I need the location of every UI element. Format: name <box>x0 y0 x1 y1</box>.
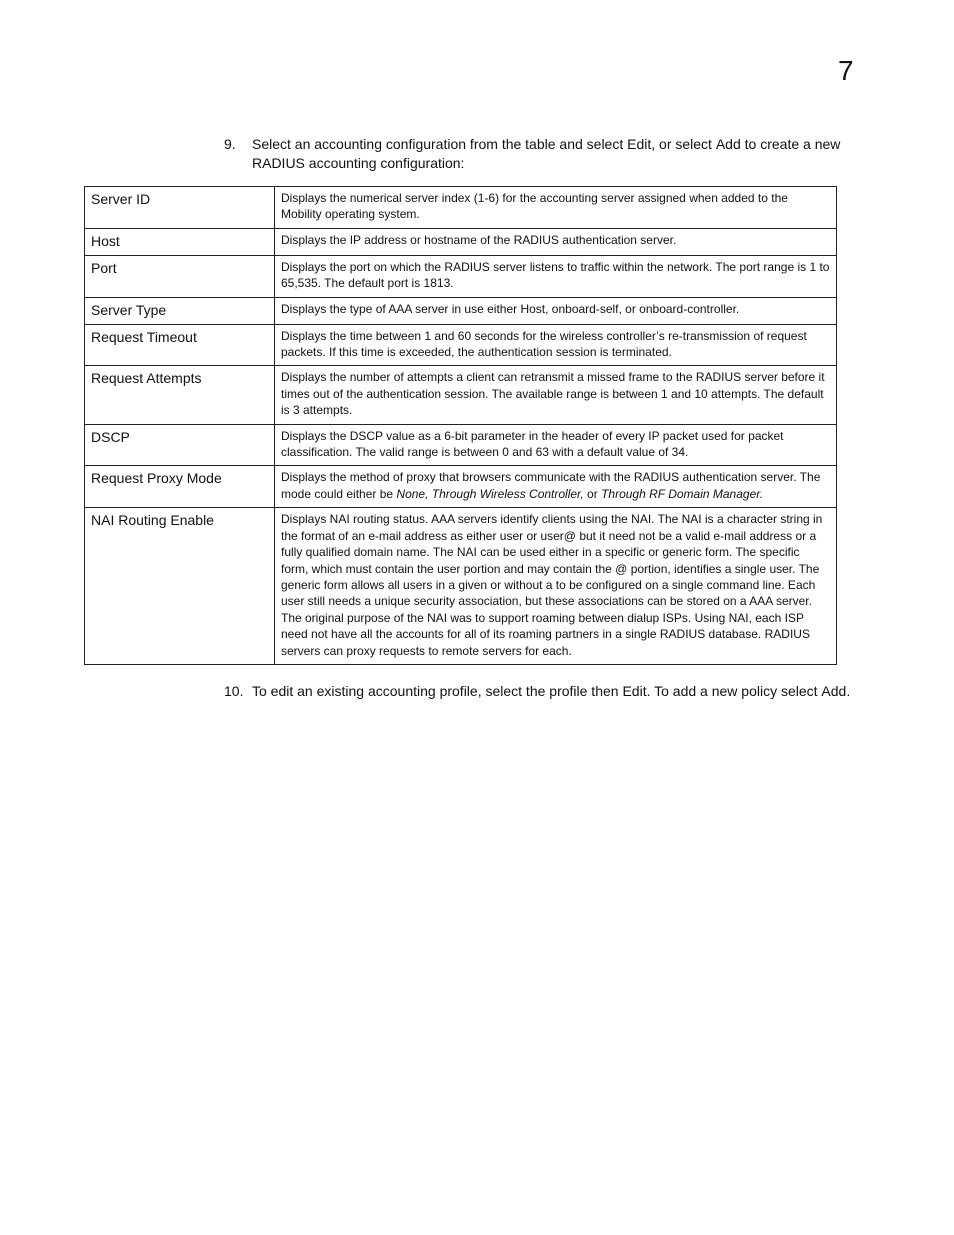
table-row <box>85 187 837 229</box>
table-row <box>85 297 837 324</box>
proxy-mode-option-rf: Through RF Domain Manager. <box>601 486 764 501</box>
parameter-name: NAI Routing Enable <box>85 508 275 665</box>
step-text-part: to create a new RADIUS accounting configuration: <box>252 136 841 171</box>
table-row <box>85 508 837 665</box>
table-row <box>85 255 837 297</box>
add-ui-term: Add <box>821 683 847 699</box>
parameter-name: DSCP <box>85 424 275 466</box>
parameter-name: Request Timeout <box>85 324 275 366</box>
table-row <box>85 424 837 466</box>
table-row <box>85 228 837 255</box>
parameter-name: Server ID <box>85 187 275 229</box>
edit-ui-term: Edit, <box>627 136 656 152</box>
chapter-number: 7 <box>838 55 854 86</box>
parameter-name: Port <box>85 255 275 297</box>
parameter-description: Displays NAI routing status. AAA servers identify clients using the NAI. The NAI is a character string in the format of an e-mail address as either user or user@ but it need not be a valid e-mail address or a fully qualified domain name. The NAI can be used either in a specific or generic form. The specific form, which must contain the user portion and may contain the @ portion, identifies a single user. The generic form allows all users in a given or without a to be configured on a single command line. Each user still needs a unique security association, but these associations can be stored on a AAA server. The original purpose of the NAI was to support roaming between dialup ISPs. Using NAI, each ISP need not have all the accounts for all of its roaming partners in a single RADIUS database. RADIUS servers can proxy requests to remote servers for each. <box>275 508 837 665</box>
description-part: or <box>583 486 602 501</box>
proxy-mode-options: None, Through Wireless Controller, <box>396 486 584 501</box>
parameter-description <box>275 466 837 508</box>
parameter-description: Displays the DSCP value as a 6-bit parameter in the header of every IP packet used for packet classification. The valid range is between 0 and 63 with a default value of 34. <box>275 424 837 466</box>
step-9 <box>224 135 874 173</box>
step-text-part: To edit an existing accounting profile, select the profile then <box>252 683 623 699</box>
parameter-name: Request Proxy Mode <box>85 466 275 508</box>
step-text <box>252 135 874 173</box>
parameter-description: Displays the IP address or hostname of the RADIUS authentication server. <box>275 228 837 255</box>
step-number: 10. <box>224 683 244 699</box>
description-part: Displays the method of proxy that browsers communicate with the RADIUS authentication server. The mode could either be <box>281 470 821 501</box>
step-text-part: or select <box>655 136 716 152</box>
parameter-description: Displays the numerical server index (1-6) for the accounting server assigned when added to the Mobility operating system. <box>275 187 837 229</box>
parameter-description: Displays the time between 1 and 60 seconds for the wireless controller’s re-transmission of request packets. If this time is exceeded, the authentication session is terminated. <box>275 324 837 366</box>
table-row <box>85 466 837 508</box>
step-text-part: . To add a new policy select <box>646 683 822 699</box>
step-text <box>252 682 874 701</box>
parameter-description: Displays the type of AAA server in use either Host, onboard-self, or onboard-controller. <box>275 297 837 324</box>
add-ui-term: Add <box>715 136 741 152</box>
parameter-name: Server Type <box>85 297 275 324</box>
parameter-name: Host <box>85 228 275 255</box>
accounting-parameters-table <box>84 186 837 665</box>
table-row <box>85 324 837 366</box>
parameter-description: Displays the number of attempts a client can retransmit a missed frame to the RADIUS server before it times out of the authentication session. The available range is between 1 and 10 attempts. The default is 3 attempts. <box>275 366 837 424</box>
step-number: 9. <box>224 136 236 152</box>
step-text-part: . <box>846 683 851 699</box>
step-10 <box>224 682 874 701</box>
edit-ui-term: Edit <box>622 683 647 699</box>
parameter-name: Request Attempts <box>85 366 275 424</box>
parameter-description: Displays the port on which the RADIUS server listens to traffic within the network. The port range is 1 to 65,535. The default port is 1813. <box>275 255 837 297</box>
step-text-part: Select an accounting configuration from the table and select <box>252 136 628 152</box>
table-row <box>85 366 837 424</box>
